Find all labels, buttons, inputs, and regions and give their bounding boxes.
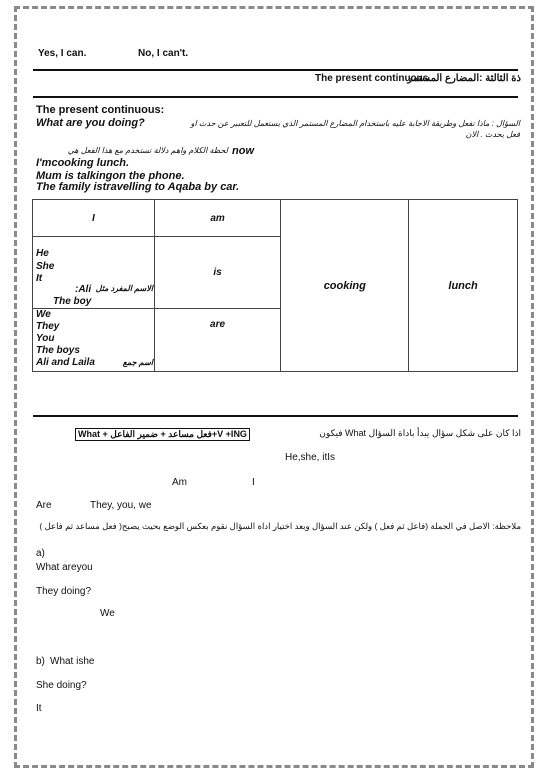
cell-verb-are: are <box>154 309 281 372</box>
now-arabic-line: لحظة الكلام واهم دلالة تستخدم مع هذا الفعل هي <box>67 146 228 155</box>
are-label: Are <box>36 500 52 511</box>
he-she-it: He,she, itIs <box>285 452 336 463</box>
am-label: Am <box>172 477 187 488</box>
ali-label: :Ali <box>75 284 92 295</box>
intro-question: What are you doing? <box>36 117 145 129</box>
ex-a-label: a) <box>36 548 45 559</box>
divider-formula <box>33 415 518 417</box>
i-label: I <box>252 477 255 488</box>
cell-cooking: cooking <box>281 200 409 372</box>
formula-arabic: اذا كان على شكل سؤال يبدأ باداة السؤال What فيكون <box>319 428 521 438</box>
cell-subject-i: I <box>33 200 155 237</box>
cell-lunch: lunch <box>409 200 518 372</box>
section-arabic-title: ذة الثالثة :المضارع المستمر <box>407 73 521 84</box>
divider-top <box>33 69 518 71</box>
intro-heading: The present continuous: <box>36 104 165 116</box>
they-you-we: They, you, we <box>90 500 152 511</box>
cell-verb-is: is <box>154 237 281 309</box>
divider-section <box>33 96 518 98</box>
cell-subjects-plural: We They You The boys Ali and Laila اسم جمع <box>33 309 155 372</box>
ex-b-answer: It <box>36 703 42 714</box>
arabic-note: ملاحظة: الاصل في الجملة (فاعل ثم فعل ) ولكن عند السؤال وبعد اختيار اداة السؤال نقوم بعكس الوضع بحيث يصبح( فعل مساعد ثم فاعل ) <box>39 521 521 531</box>
ex-a-question-2: They doing? <box>36 586 92 597</box>
ex-b-label: b) <box>36 656 45 667</box>
formula-box: What + فعل مساعد + ضمير الفاعل+V +ING <box>75 428 250 441</box>
now-word: now <box>232 145 254 157</box>
singular-note-ar: الاسم المفرد مثل <box>95 284 153 293</box>
ex-b-question-2: She doing? <box>36 680 87 691</box>
no-answer: No, I can't. <box>138 48 189 59</box>
conjugation-table <box>32 199 518 372</box>
section-english-title: The present continuous <box>315 73 429 84</box>
ex-a-answer: We <box>100 608 115 619</box>
ex-b-question: What ishe <box>50 656 95 667</box>
example-2: Mum is talkingon the phone. <box>36 170 185 182</box>
cell-subjects-singular: He She It :Ali الاسم المفرد مثل The boy <box>33 237 155 309</box>
example-1: I'mcooking lunch. <box>36 157 130 169</box>
example-3: The family istravelling to Aqaba by car. <box>36 181 240 193</box>
ex-a-question: What areyou <box>36 562 93 573</box>
cell-verb-am: am <box>154 200 281 237</box>
yes-answer: Yes, I can. <box>38 48 87 59</box>
intro-arabic-question: السؤال : ماذا تفعل وطريقة الاجابة عليه باستخدام المضارع المستمر الذي يستعمل للتعبير عن حدث او فعل يحدث . الان <box>190 119 520 139</box>
